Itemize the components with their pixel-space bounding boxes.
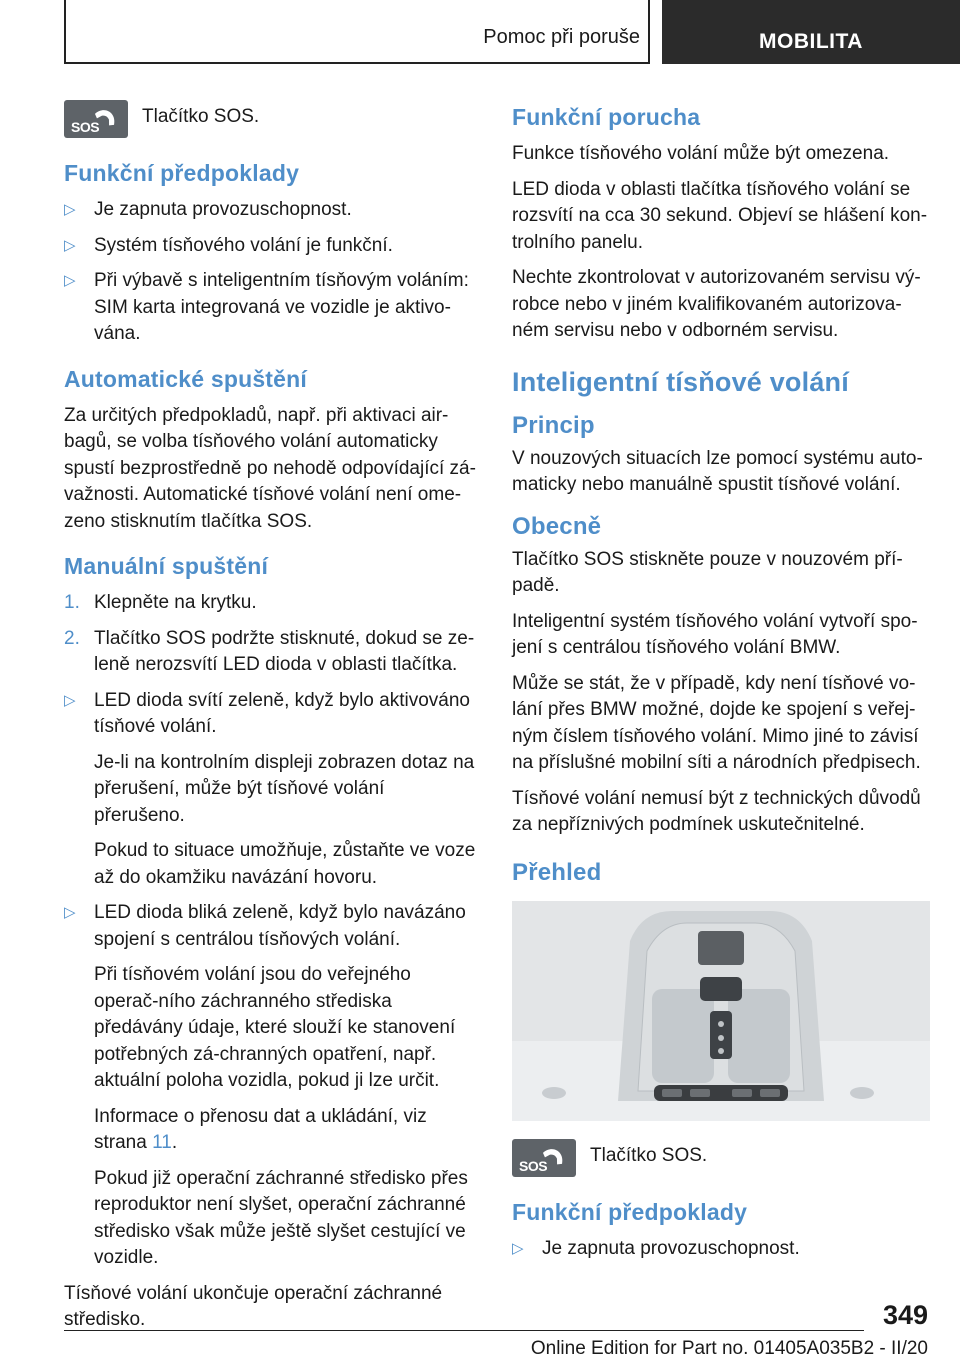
- list-item: ▷ Systém tísňového volání je funkční.: [64, 233, 478, 260]
- header-rule-left: [64, 0, 66, 64]
- list-item: ▷ Při výbavě s inteligentním tísňovým voláním: SIM karta integrovaná ve vozidle je aktivo‐vána.: [64, 268, 478, 348]
- right-column: [512, 100, 930, 1271]
- heading-prerequisites: Funkční předpoklady: [512, 1198, 748, 1225]
- note-paragraph: Pokud to situace umožňuje, zůstaňte ve voze až do okamžiku navázání hovoru.: [94, 840, 476, 888]
- paragraph: Inteligentní systém tísňového volání vytvoří spo‐jení s centrálou tísňového volání BMW.: [512, 610, 918, 658]
- paragraph: LED dioda v oblasti tlačítka tísňového volání se rozsvítí na cca 30 sekund. Objeví se hlášení kon‐trolního panelu.: [512, 178, 928, 253]
- triangle-bullet-icon: ▷: [64, 201, 76, 218]
- note-paragraph: Je-li na kontrolním displeji zobrazen dotaz na přerušení, může být tísňové volání přerušeno.: [94, 751, 475, 826]
- footer-edition: Online Edition for Part no. 01405A035B2 - II/20: [530, 1338, 928, 1359]
- heading-malfunction: Funkční porucha: [512, 104, 701, 130]
- heading-overview: Přehled: [512, 858, 602, 886]
- triangle-bullet-icon: ▷: [512, 1239, 524, 1257]
- header-chapter-label: MOBILITA: [759, 30, 863, 53]
- left-column: [64, 100, 478, 1343]
- heading-prerequisites: Funkční předpoklady: [64, 160, 300, 186]
- paragraph-automatic: Za určitých předpokladů, např. při aktivaci air‐bagů, se volba tísňového volání automaticky spustí bezprostředně po nehodě odpovídající zá‐važnosti. Automatické tísňové volání není ome‐zeno stisknutím tlačítka SOS.: [64, 404, 476, 532]
- header-section-title: Pomoc při poruše: [483, 26, 640, 48]
- header-chapter-tab: [662, 0, 960, 64]
- heading-general: Obecně: [512, 512, 602, 540]
- sos-button-figure: [64, 100, 478, 138]
- list-item: ▷ LED dioda svítí zeleně, když bylo aktivováno tísňové volání.: [64, 688, 478, 741]
- heading-principle: Princip: [512, 411, 595, 439]
- paragraph: V nouzových situacích lze pomocí systému auto‐maticky nebo manuálně spustit tísňové volání.: [512, 447, 923, 495]
- note-paragraph: Pokud již operační záchranné středisko přes reproduktor není slyšet, operační záchranné středisko však může ještě slyšet cestující ve vozidle.: [94, 1167, 468, 1268]
- heading-automatic-start: Automatické spuštění: [64, 365, 307, 392]
- sos-icon-text: SOS: [519, 1157, 548, 1174]
- note-paragraph-with-link: Informace o přenosu dat a ukládání, viz strana 11.: [94, 1105, 427, 1153]
- step-item: 2. Tlačítko SOS podržte stisknuté, dokud se ze‐leně nerozsvítí LED dioda v oblasti tlačítka.: [64, 627, 475, 675]
- page-number: 349: [882, 1300, 928, 1330]
- step-item: 1. Klepněte na krytku.: [64, 592, 257, 613]
- paragraph-end-call: Tísňové volání ukončuje operační záchranné středisko.: [64, 1282, 443, 1330]
- list-item: ▷ Je zapnuta provozuschopnost.: [64, 197, 478, 224]
- heading-intelligent-emergency-call: Inteligentní tísňové volání: [512, 366, 849, 397]
- page-reference-link[interactable]: 11: [152, 1132, 172, 1153]
- sos-icon-text: SOS: [71, 119, 100, 135]
- paragraph: Funkce tísňového volání může být omezena.: [512, 143, 890, 164]
- overhead-console-photo: [512, 901, 930, 1121]
- sos-caption: Tlačítko SOS.: [590, 1144, 708, 1166]
- sos-phone-icon: [64, 100, 128, 138]
- sos-button-figure: [512, 1139, 930, 1177]
- triangle-bullet-icon: ▷: [64, 904, 76, 921]
- header-rule-divider: [648, 0, 650, 64]
- sos-caption: Tlačítko SOS.: [142, 106, 260, 127]
- list-item: ▷ Je zapnuta provozuschopnost.: [512, 1236, 930, 1263]
- paragraph: Může se stát, že v případě, kdy není tísňové vo‐lání přes BMW možné, dojde ke spojení s veřej‐ným číslem tísňového volání. Mimo jiné to závisí na příslušné mobilní síti a národních předpisech.: [512, 672, 921, 773]
- paragraph: Tísňové volání nemusí být z technických důvodů za nepříznivých podmínek uskutečnitelné.: [512, 787, 921, 835]
- footer-rule: [64, 1330, 864, 1331]
- triangle-bullet-icon: ▷: [64, 691, 76, 709]
- overhead-console-illustration: [512, 901, 930, 1121]
- triangle-bullet-icon: ▷: [64, 272, 76, 289]
- heading-manual-start: Manuální spuštění: [64, 553, 269, 579]
- list-item: ▷ LED dioda bliká zeleně, když bylo navázáno spojení s centrálou tísňových volání.: [64, 900, 478, 953]
- header-rule-bottom: [64, 62, 650, 64]
- note-paragraph: Při tísňovém volání jsou do veřejného operač‐ního záchranného střediska předávány údaje, které slouží ke stanovení potřebných zá‐chranných opatření, např. aktuální poloha vozidla, pokud ji lze určit.: [94, 964, 456, 1091]
- paragraph: Nechte zkontrolovat v autorizovaném servisu vý‐robce nebo v jiném kvalifikovaném autorizova‐ném servisu nebo v odborném servisu.: [512, 267, 921, 341]
- sos-phone-icon: [512, 1139, 576, 1177]
- paragraph: Tlačítko SOS stiskněte pouze v nouzovém pří‐padě.: [512, 548, 903, 596]
- triangle-bullet-icon: ▷: [64, 236, 76, 254]
